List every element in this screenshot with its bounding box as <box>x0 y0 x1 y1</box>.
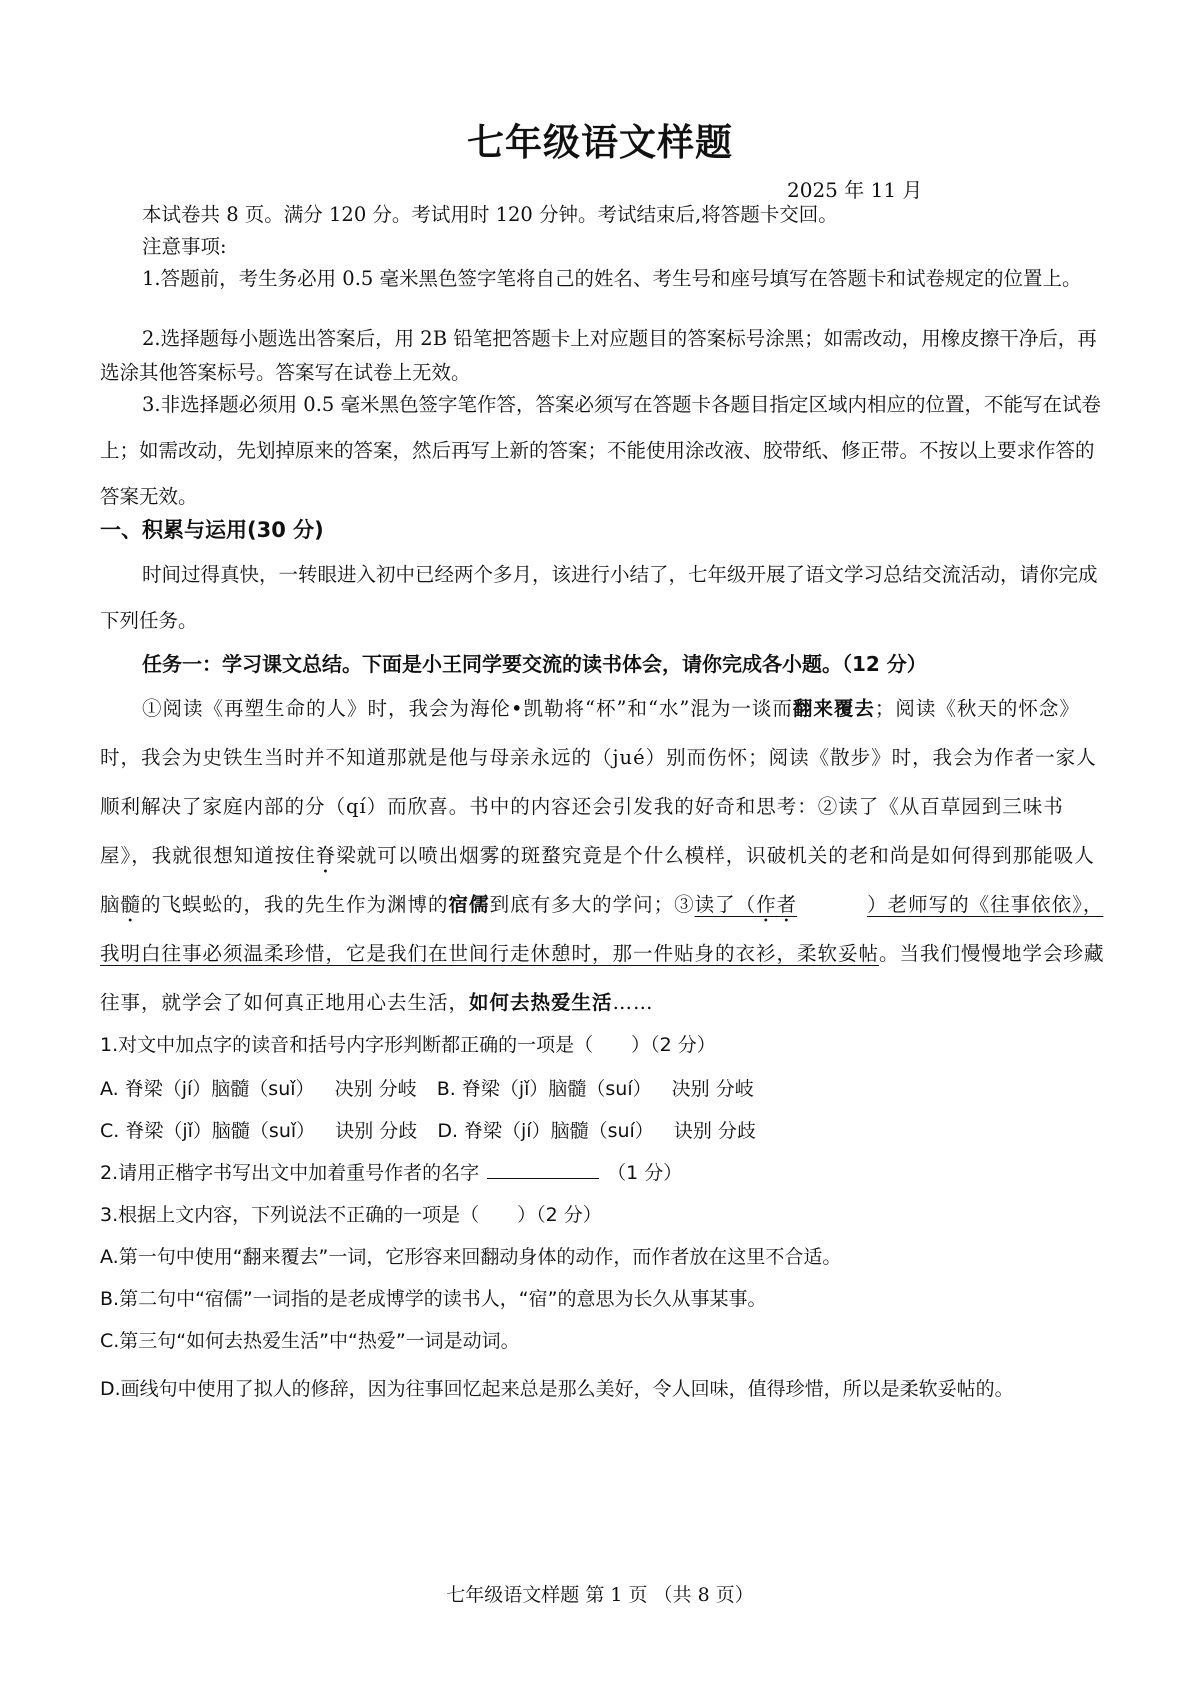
passage-text: …… <box>612 991 654 1014</box>
q3-option-c: C.第三句“如何去热爱生活”中“热爱”一词是动词。 <box>100 1330 520 1352</box>
passage-text: 到底有多大的学问；③ <box>489 893 695 916</box>
emphasis-char: 脊 <box>315 844 337 867</box>
page-footer: 七年级语文样题 第 1 页 （共 8 页） <box>446 1584 754 1606</box>
reading-passage <box>100 684 1105 1027</box>
passage-bold-term: 宿儒 <box>448 893 490 916</box>
answer-blank <box>487 1160 599 1179</box>
passage-text: ①阅读《再塑生命的人》时，我会为海伦•凯勒将“杯”和“水”混为一谈而 <box>142 697 793 720</box>
question-2: 2.请用正楷字书写出文中加着重号作者的名字 （1 分） <box>100 1162 683 1184</box>
passage-bold-term: 如何去热爱生活 <box>469 991 613 1014</box>
section-heading: 一、积累与运用(30 分) <box>100 518 324 542</box>
option-text: 脊梁（jí）脑髓（suǐ） <box>124 1078 315 1100</box>
task-heading: 任务一：学习课文总结。下面是小王同学要交流的读书体会，请你完成各小题。（12 分） <box>142 652 927 676</box>
question-1: 1.对文中加点字的读音和括号内字形判断都正确的一项是（ ）（2 分） <box>100 1034 716 1056</box>
passage-text: 的飞蜈蚣的，我的先生作为渊博的 <box>141 893 449 916</box>
underlined-sentence: 读了（作者 ）老师写的《往事依依》，我明白往事必须温柔珍惜，它是我们在世间行走休憩时，那一件贴身的衣衫，柔软妥帖 <box>100 893 1104 965</box>
option-label: C. <box>100 1120 120 1142</box>
emphasis-char: 髓 <box>120 893 142 916</box>
passage-text: 梁就可以喷出烟雾的斑蝥究竟是个什么模样，识破机关的老和尚是如何得到那能吸人脑 <box>100 844 1095 916</box>
option-text: 诀别 <box>335 1120 374 1142</box>
option-label: B. <box>436 1078 456 1100</box>
q3-option-a: A.第一句中使用“翻来覆去”一词，它形容来回翻动身体的动作，而作者放在这里不合适。 <box>100 1246 842 1268</box>
q1-options-cd <box>100 1116 1110 1143</box>
q3-option-d: D.画线句中使用了拟人的修辞，因为往事回忆起来总是那么美好，令人回味，值得珍惜，所以是柔软妥帖的。 <box>100 1378 1014 1400</box>
author-emphasis: 作者 <box>756 893 798 916</box>
passage-text: ；阅读《秋天的怀念》时，我会为史铁生当时并不知道那就是他与母亲永远的（jué）别而伤怀；阅读《散步》时，我会为作者一家人顺利解决了家庭内部的分（qí）而欣喜。书中的内容还会引发我的好奇和思考：②读了《从百草园到三味书屋》，我就很想知道按住 <box>100 697 1097 867</box>
option-label: A. <box>100 1078 119 1100</box>
notice-2: 2.选择题每小题选出答案后，用 2B 铅笔把答题卡上对应题目的答案标号涂黑；如需改动，用橡皮擦干净后，再选涂其他答案标号。答案写在试卷上无效。 <box>100 327 1097 384</box>
question-3: 3.根据上文内容，下列说法不正确的一项是（ ）（2 分） <box>100 1204 602 1226</box>
passage-text: 。当我们慢慢地学会珍藏往事，就学会了如何真正地用心去生活， <box>100 942 1105 1014</box>
notice-1: 1.答题前，考生务必用 0.5 毫米黑色签字笔将自己的姓名、考生号和座号填写在答题卡和试卷规定的位置上。 <box>142 267 1082 290</box>
notice-label: 注意事项: <box>142 235 227 258</box>
option-text: 脊梁（jí）脑髓（suí） <box>464 1120 654 1142</box>
option-text: 决别 <box>334 1078 373 1100</box>
option-text: 分歧 <box>717 1120 756 1142</box>
option-text: 分歧 <box>379 1120 418 1142</box>
page-title: 七年级语文样题 <box>467 121 733 164</box>
option-text: 脊梁（jǐ）脑髓（suǐ） <box>125 1120 316 1142</box>
intro-text: 本试卷共 8 页。满分 120 分。考试用时 120 分钟。考试结束后,将答题卡交回。 <box>142 203 838 226</box>
passage-bold-term: 翻来覆去 <box>792 697 875 720</box>
option-text: 决别 <box>671 1078 710 1100</box>
option-label: D. <box>437 1120 458 1142</box>
option-text: 分岐 <box>378 1078 417 1100</box>
option-text: 分岐 <box>715 1078 754 1100</box>
option-text: 诀别 <box>673 1120 712 1142</box>
option-text: 脊梁（jǐ）脑髓（suí） <box>461 1078 652 1100</box>
section-lead: 时间过得真快，一转眼进入初中已经两个多月，该进行小结了，七年级开展了语文学习总结交流活动，请你完成下列任务。 <box>100 563 1098 632</box>
q3-option-b: B.第二句中“宿儒”一词指的是老成博学的读书人，“宿”的意思为长久从事某事。 <box>100 1288 767 1310</box>
q1-options-ab <box>100 1074 1110 1101</box>
notice-3: 3.非选择题必须用 0.5 毫米黑色签字笔作答，答案必须写在答题卡各题目指定区域内相应的位置，不能写在试卷上；如需改动，先划掉原来的答案，然后再写上新的答案；不能使用涂改液、胶带纸、修正带。不按以上要求作答的答案无效。 <box>100 393 1102 508</box>
exam-date: 2025 年 11 月 <box>787 178 923 202</box>
